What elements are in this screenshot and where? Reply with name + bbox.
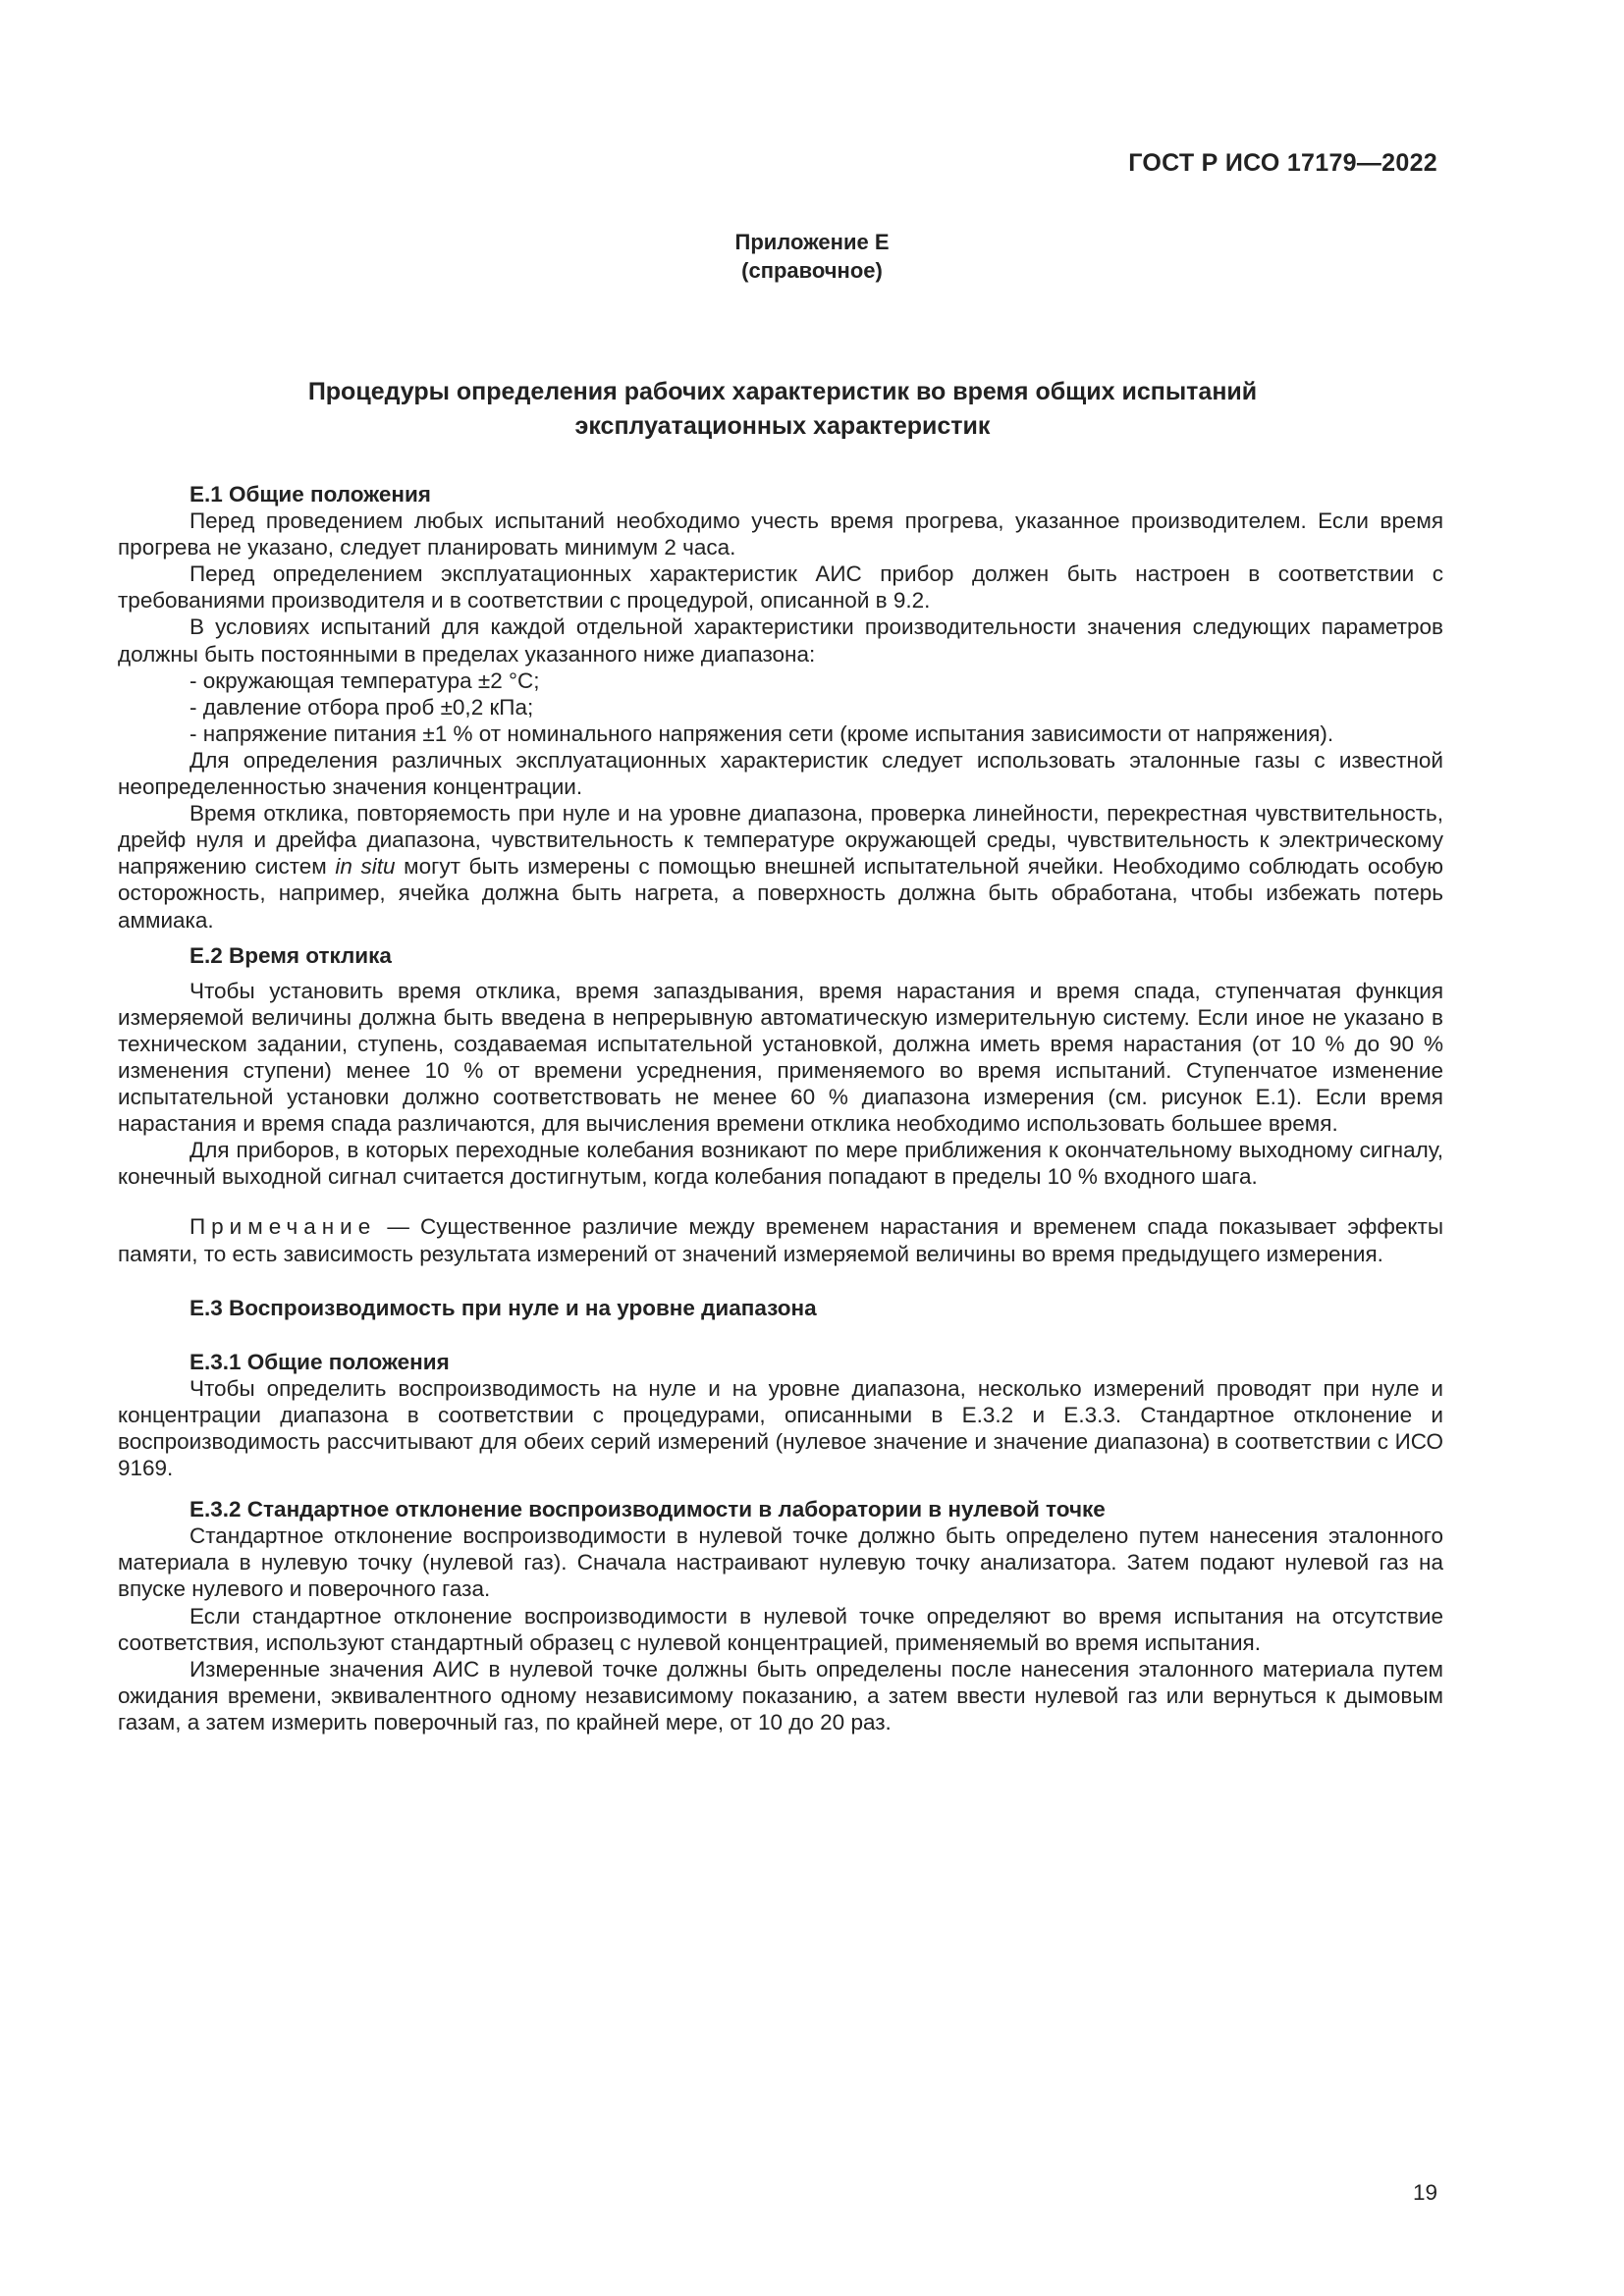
section-e2-paragraph-1: Чтобы установить время отклика, время запаздывания, время нарастания и время спада, ступенчатая функция измеряемой величины должна быть введена в непрерывную автоматическую измерительную систему. Если иное не указано в техническом задании, ступень, создаваемая испытательной установкой, должна иметь время нарастания (от 10 % до 90 % изменения ступени) менее 10 % от времени усреднения, применяемого во время испытаний. Ступенчатое изменение испытательной установки должно соответствовать не менее 60 % диапазона измерения (см. рисунок Е.1). Если время нарастания и время спада различаются, для вычисления времени отклика необходимо использовать большее время. (118, 978, 1443, 1137)
text-run: Время отклика, повторяемость при нуле и на уровне диапазона, проверка линейности, перекрестная чувствительность, дрейф нуля и дрейфа диапазона, чувствительность к температуре окружающей среды, чувствительность к электрическому напряжению систем (118, 801, 1443, 880)
section-e32-paragraph-3: Измеренные значения АИС в нулевой точке должны быть определены после нанесения эталонного материала путем ожидания времени, эквивалентного одному независимому показанию, а затем ввести нулевой газ или вернуться к дымовым газам, а затем измерить поверочный газ, по крайней мере, от 10 до 20 раз. (118, 1656, 1443, 1735)
section-e2-paragraph-2: Для приборов, в которых переходные колебания возникают по мере приближения к окончательному выходному сигналу, конечный выходной сигнал считается достигнутым, когда колебания попадают в пределы 10 % входного шага. (118, 1138, 1443, 1190)
annex-title (118, 375, 1447, 444)
section-e1-paragraph-4: Для определения различных эксплуатационных характеристик следует использовать эталонные газы с известной неопределенностью значения концентрации. (118, 747, 1443, 800)
section-e1-paragraph-3: В условиях испытаний для каждой отдельной характеристики производительности значения следующих параметров должны быть постоянными в пределах указанного ниже диапазона: (118, 614, 1443, 667)
list-item: - напряжение питания ±1 % от номинального напряжения сети (кроме испытания зависимости от напряжения). (189, 721, 1334, 746)
note-label: Примечание (189, 1214, 377, 1240)
section-e32-paragraph-2: Если стандартное отклонение воспроизводимости в нулевой точке определяют во время испытания на отсутствие соответствия, используют стандартный образец с нулевой концентрацией, применяемый во время испытания. (118, 1603, 1443, 1655)
section-e32-heading: Е.3.2 Стандартное отклонение воспроизводимости в лаборатории в нулевой точке (189, 1497, 1106, 1522)
section-e3-heading: Е.3 Воспроизводимость при нуле и на уровне диапазона (189, 1295, 817, 1320)
section-e1-paragraph-1: Перед проведением любых испытаний необходимо учесть время прогрева, указанное производителем. Если время прогрева не указано, следует планировать минимум 2 часа. (118, 508, 1443, 561)
section-e31-paragraph-1: Чтобы определить воспроизводимость на нуле и на уровне диапазона, несколько измерений проводят при нуле и концентрации диапазона в соответствии с процедурами, описанными в Е.3.2 и Е.3.3. Стандартное отклонение и воспроизводимость рассчитывают для обеих серий измерений (нулевое значение и значение диапазона) в соответствии с ИСО 9169. (118, 1375, 1443, 1481)
section-e1-paragraph-5 (118, 800, 1443, 933)
section-e1-heading: Е.1 Общие положения (189, 482, 431, 507)
list-item: - окружающая температура ±2 °С; (189, 667, 540, 693)
annex-heading (0, 228, 1624, 285)
page-number: 19 (1412, 2180, 1437, 2205)
annex-title-line-1: Процедуры определения рабочих характеристик во время общих испытаний (307, 378, 1258, 405)
italic-term: in situ (335, 854, 396, 880)
list-item: - давление отбора проб ±0,2 кПа; (189, 694, 534, 720)
section-e31-heading: Е.3.1 Общие положения (189, 1349, 450, 1374)
section-e32-paragraph-1: Стандартное отклонение воспроизводимости в нулевой точке должно быть определено путем нанесения эталонного материала в нулевую точку (нулевой газ). Сначала настраивают нулевую точку анализатора. Затем подают нулевой газ на впуске нулевого и поверочного газа. (118, 1523, 1443, 1602)
annex-type: (справочное) (741, 258, 883, 283)
annex-label: Приложение Е (734, 230, 890, 254)
section-e1-paragraph-2: Перед определением эксплуатационных характеристик АИС прибор должен быть настроен в соответствии с требованиями производителя и в соответствии с процедурой, описанной в 9.2. (118, 561, 1443, 614)
annex-title-line-2: эксплуатационных характеристик (574, 412, 991, 440)
text-run: могут быть измерены с помощью внешней испытательной ячейки. Необходимо соблюдать особую осторожность, например, ячейка должна быть нагрета, а поверхность должна быть обработана, чтобы избежать потерь аммиака. (118, 854, 1443, 933)
document-code: ГОСТ Р ИСО 17179—2022 (1128, 149, 1437, 177)
note (118, 1213, 1443, 1266)
document-body (118, 481, 1443, 1735)
note-text: — Существенное различие между временем нарастания и временем спада показывает эффекты памяти, то есть зависимость результата измерений от значений измеряемой величины во время предыдущего измерения. (118, 1214, 1443, 1266)
section-e2-heading: Е.2 Время отклика (189, 942, 392, 968)
